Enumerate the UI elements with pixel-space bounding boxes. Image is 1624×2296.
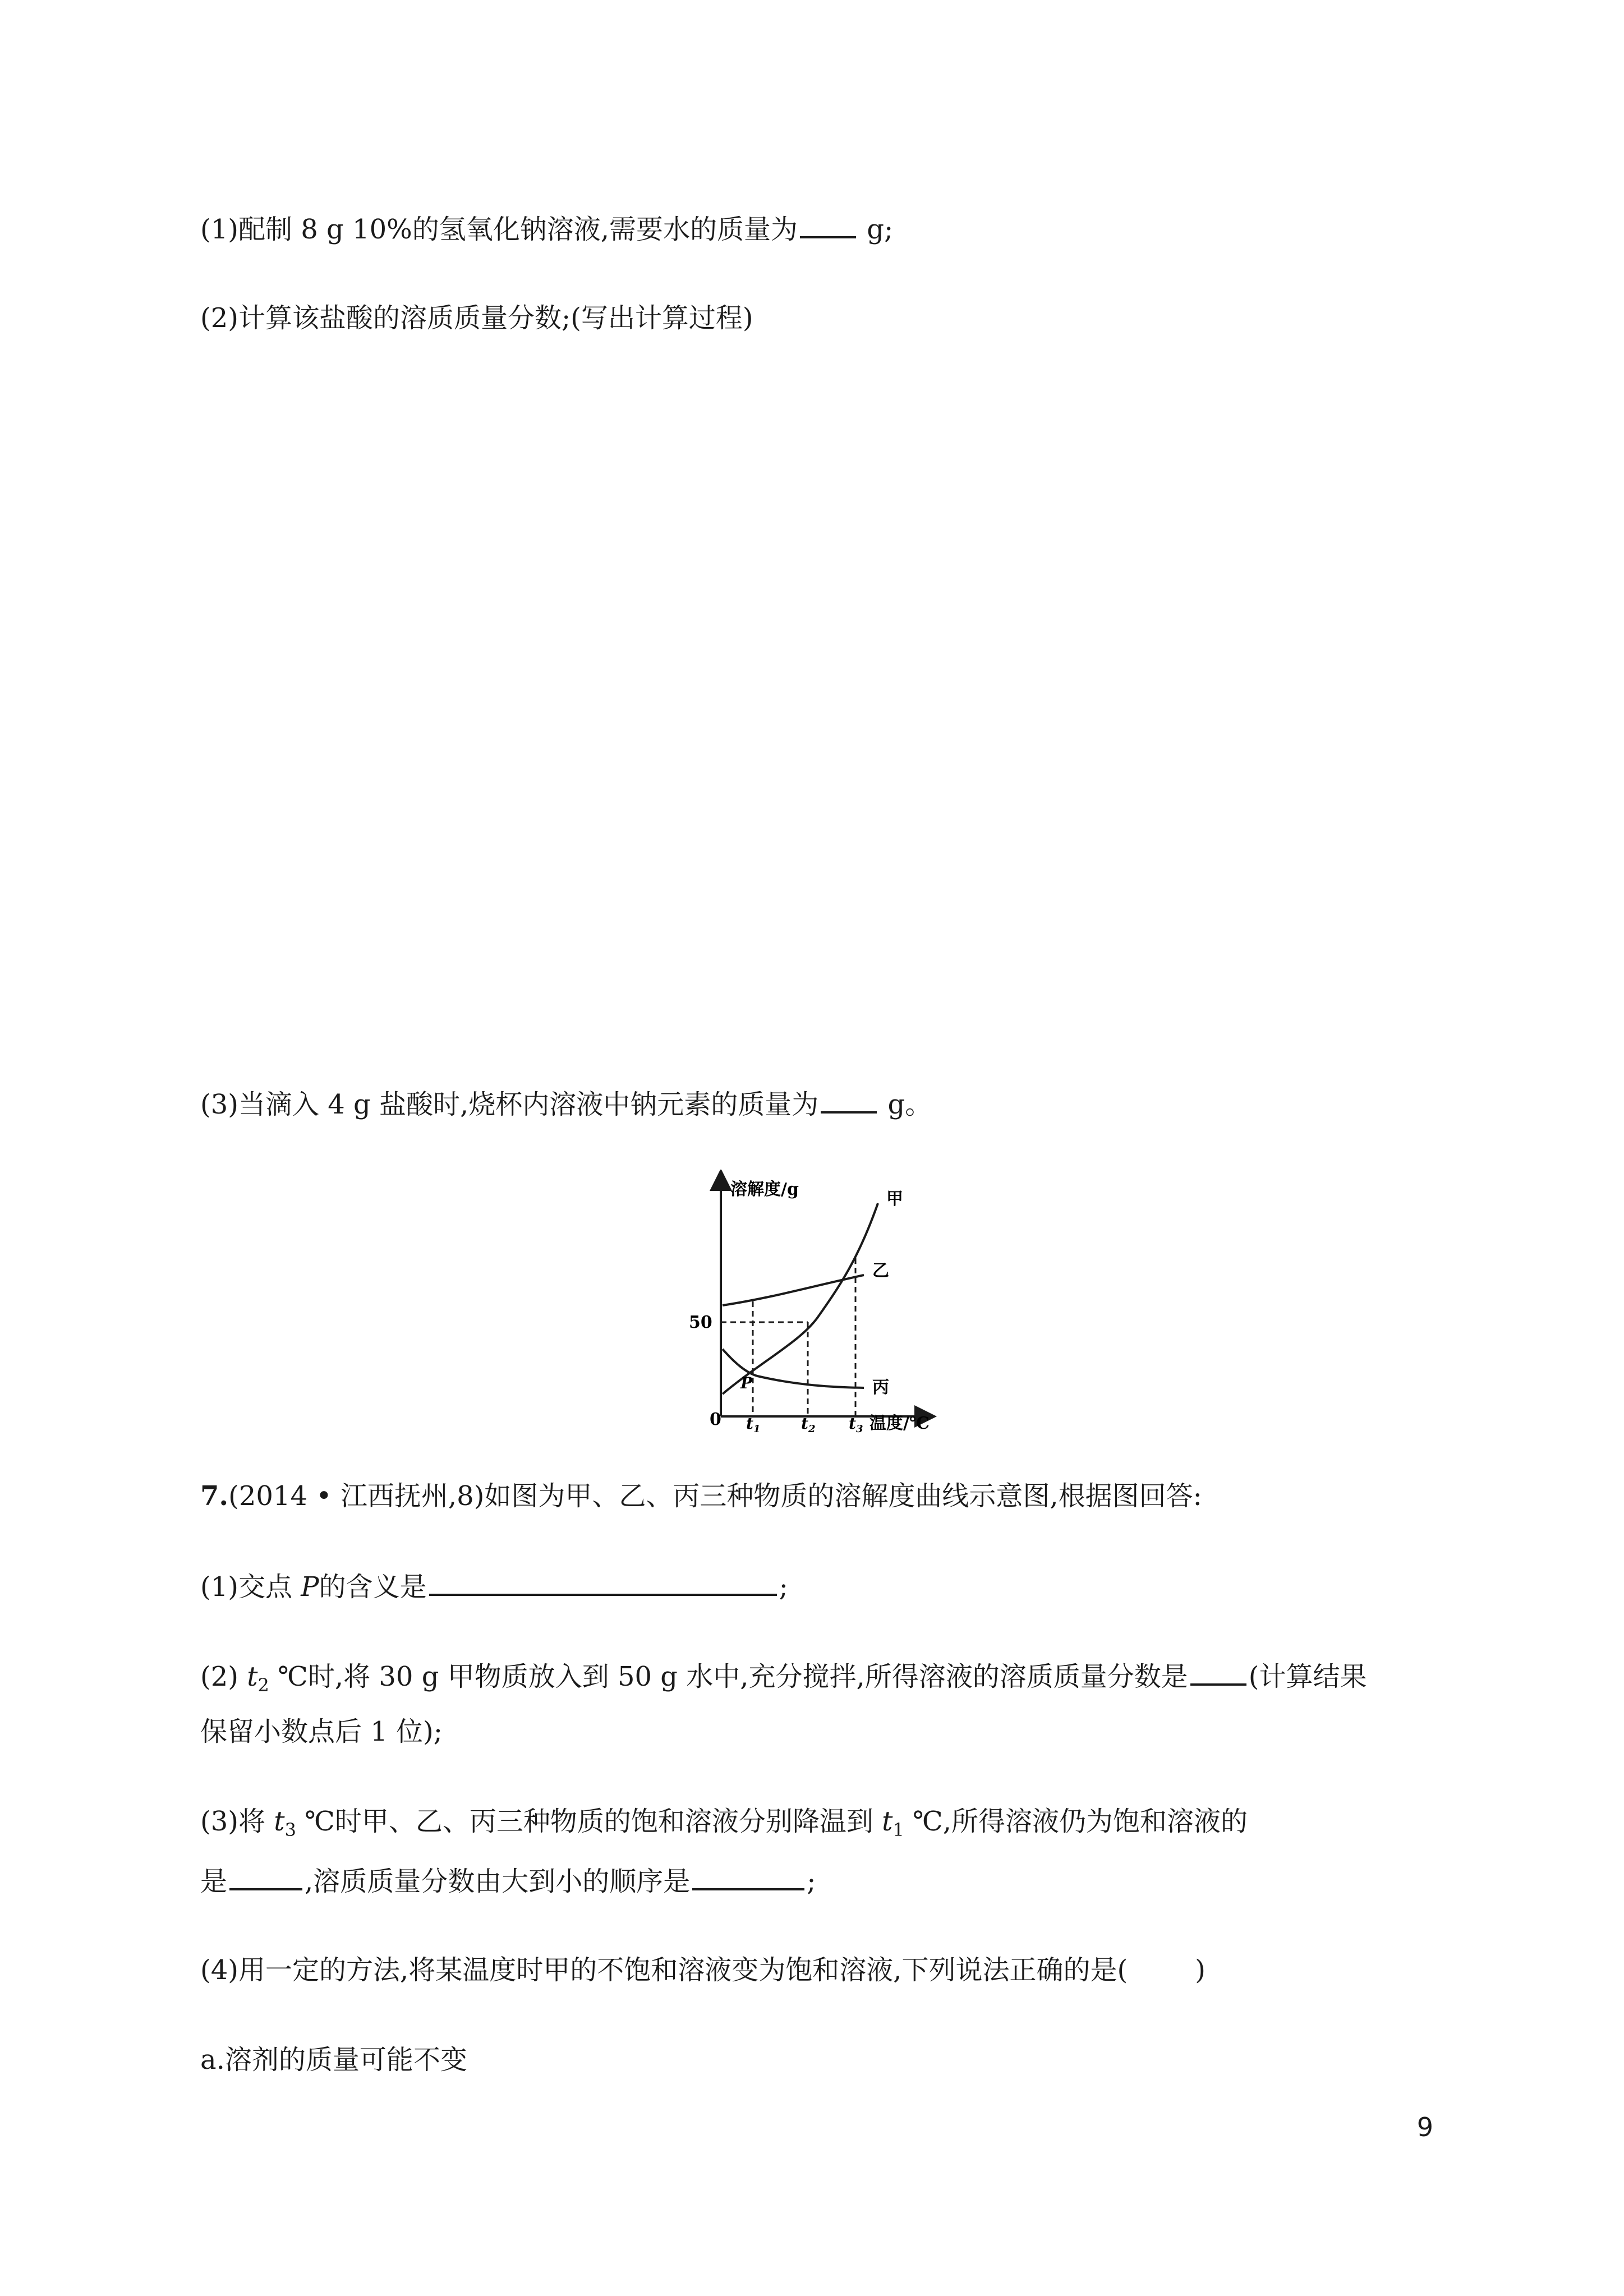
x-tick-t2: $t_2$ bbox=[801, 1414, 816, 1433]
q7-sub3-text-a: (3)将 bbox=[200, 1806, 274, 1837]
curve-label-jia: 甲 bbox=[886, 1189, 903, 1209]
q7-sub3-t1: t bbox=[882, 1806, 893, 1837]
answer-blank-mass-fraction[interactable] bbox=[1190, 1658, 1246, 1686]
y-tick-50: 50 bbox=[689, 1313, 712, 1332]
x-tick-t3: $t_3$ bbox=[849, 1414, 863, 1433]
q7-sub3-line2 bbox=[200, 1862, 816, 1899]
x-tick-t1: $t_1$ bbox=[746, 1414, 761, 1433]
y-axis-label: 溶解度/g bbox=[730, 1180, 799, 1199]
curve-yi bbox=[723, 1275, 864, 1305]
page-number: 9 bbox=[1416, 2112, 1433, 2142]
solubility-curve-figure bbox=[679, 1170, 970, 1433]
q7-sub3 bbox=[200, 1803, 1248, 1848]
q-prev-part3 bbox=[200, 1085, 932, 1122]
answer-blank-water-mass[interactable] bbox=[800, 210, 856, 238]
answer-blank-point-p[interactable] bbox=[429, 1568, 777, 1596]
q7-sub3-t1-sub: 1 bbox=[892, 1819, 904, 1841]
curve-label-bing: 丙 bbox=[872, 1378, 889, 1397]
q-prev-part1-unit: g; bbox=[858, 214, 894, 245]
q7-sub4-text-b: ) bbox=[1195, 1954, 1206, 1986]
q7-sub3-t3: t bbox=[274, 1806, 285, 1837]
q7-stem-text: (2014 • 江西抚州,8)如图为甲、乙、丙三种物质的溶解度曲线示意图,根据图回答: bbox=[228, 1480, 1202, 1512]
q7-sub2-t-sub: 2 bbox=[257, 1674, 269, 1696]
q7-sub3-text-b: ℃时甲、乙、丙三种物质的饱和溶液分别降温到 bbox=[296, 1806, 882, 1837]
q7-sub2-text-a: (2) bbox=[200, 1661, 247, 1692]
q7-sub3-line2-b: ,溶质质量分数由大到小的顺序是 bbox=[305, 1866, 691, 1897]
q7-option-a: a.溶剂的质量可能不变 bbox=[200, 2044, 467, 2076]
q7-sub2-line2: 保留小数点后 1 位); bbox=[200, 1716, 443, 1747]
q-prev-part2: (2)计算该盐酸的溶质质量分数;(写出计算过程) bbox=[200, 302, 753, 334]
q7-sub1-text-c: ; bbox=[779, 1571, 788, 1603]
q7-number: 7. bbox=[200, 1480, 229, 1512]
q7-sub2 bbox=[200, 1658, 1367, 1703]
q7-sub4 bbox=[200, 1952, 1206, 1988]
q7-stem bbox=[200, 1478, 1202, 1514]
answer-blank-saturated[interactable] bbox=[229, 1862, 302, 1890]
q7-sub1 bbox=[200, 1568, 788, 1605]
q-prev-part3-unit: g。 bbox=[879, 1089, 932, 1120]
q7-sub3-line2-a: 是 bbox=[200, 1866, 228, 1897]
q7-sub2-text-b: ℃时,将 30 g 甲物质放入到 50 g 水中,充分搅拌,所得溶液的溶质质量分数是 bbox=[269, 1661, 1188, 1692]
q-prev-part1 bbox=[200, 210, 893, 247]
q7-sub3-text-c: ℃,所得溶液仍为饱和溶液的 bbox=[904, 1806, 1248, 1837]
q7-sub1-text-b: 的含义是 bbox=[319, 1571, 427, 1603]
point-p-label: P bbox=[740, 1374, 753, 1392]
answer-blank-order[interactable] bbox=[692, 1862, 804, 1890]
q7-sub2-t: t bbox=[247, 1661, 258, 1692]
q7-sub3-line2-c: ; bbox=[807, 1866, 816, 1897]
q-prev-part3-text: (3)当滴入 4 g 盐酸时,烧杯内溶液中钠元素的质量为 bbox=[200, 1089, 819, 1120]
q7-sub1-text-a: (1)交点 bbox=[200, 1571, 301, 1603]
q7-sub4-text-a: (4)用一定的方法,将某温度时甲的不饱和溶液变为饱和溶液,下列说法正确的是( bbox=[200, 1954, 1128, 1986]
curve-label-yi: 乙 bbox=[872, 1261, 889, 1281]
q7-sub1-p: P bbox=[301, 1571, 319, 1603]
origin-label: 0 bbox=[710, 1410, 721, 1429]
x-axis-label: 温度/℃ bbox=[869, 1414, 930, 1433]
q7-sub2-text-c: (计算结果 bbox=[1248, 1661, 1367, 1692]
curve-jia bbox=[723, 1203, 878, 1394]
answer-blank-sodium-mass[interactable] bbox=[821, 1085, 877, 1114]
q-prev-part1-text: (1)配制 8 g 10%的氢氧化钠溶液,需要水的质量为 bbox=[200, 214, 798, 245]
q7-sub3-t3-sub: 3 bbox=[284, 1819, 296, 1841]
